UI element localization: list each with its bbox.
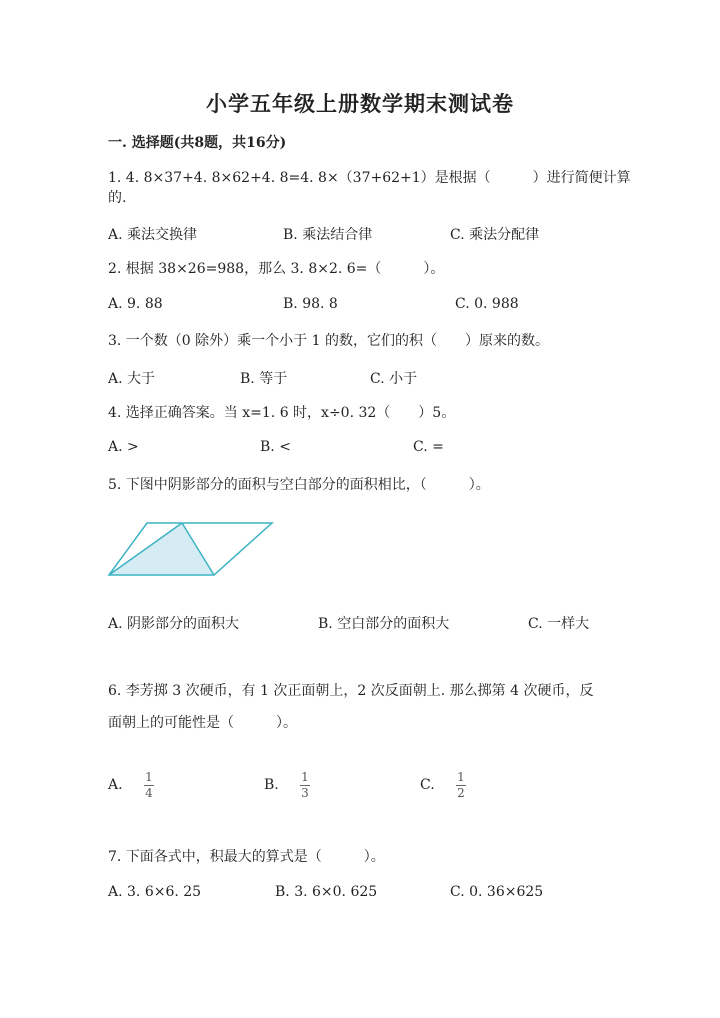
fraction-one-third: 1 3	[301, 770, 309, 800]
question-7-option-a[interactable]: A. 3. 6×6. 25	[108, 884, 202, 900]
question-5-text: 5. 下图中阴影部分的面积与空白部分的面积相比，（ ）。	[108, 477, 490, 493]
question-1-option-a[interactable]: A. 乘法交换律	[108, 227, 198, 243]
question-2-text: 2. 根据 38×26=988，那么 3. 8×2. 6=（ ）。	[108, 261, 445, 277]
question-3-option-c[interactable]: C. 小于	[370, 371, 418, 387]
parallelogram-figure	[100, 515, 285, 585]
question-5-option-a[interactable]: A. 阴影部分的面积大	[108, 616, 240, 632]
question-2-option-b[interactable]: B. 98. 8	[283, 296, 338, 312]
section-heading: 一. 选择题(共8题，共16分)	[108, 135, 287, 151]
question-2-option-c[interactable]: C. 0. 988	[455, 296, 519, 312]
question-1-option-c[interactable]: C. 乘法分配律	[450, 227, 540, 243]
question-7-option-c[interactable]: C. 0. 36×625	[450, 884, 544, 900]
question-6-text-cont: 面朝上的可能性是（ ）。	[108, 715, 297, 731]
question-5-option-c[interactable]: C. 一样大	[528, 616, 590, 632]
question-1-text-cont: 的.	[108, 190, 127, 206]
question-6-text: 6. 李芳掷 3 次硬币，有 1 次正面朝上，2 次反面朝上. 那么掷第 4 次硬币，反	[108, 683, 594, 699]
fraction-one-half: 1 2	[457, 770, 465, 800]
question-3-option-b[interactable]: B. 等于	[240, 371, 288, 387]
question-2-option-a[interactable]: A. 9. 88	[108, 296, 163, 312]
question-5-option-b[interactable]: B. 空白部分的面积大	[318, 616, 450, 632]
question-7-option-b[interactable]: B. 3. 6×0. 625	[275, 884, 378, 900]
question-6-option-c[interactable]: C.	[420, 777, 435, 793]
fraction-one-quarter: 1 4	[145, 770, 153, 800]
question-3-text: 3. 一个数（0 除外）乘一个小于 1 的数，它们的积（ ）原来的数。	[108, 333, 549, 349]
question-6-option-b[interactable]: B.	[264, 777, 279, 793]
question-4-text: 4. 选择正确答案。当 x=1. 6 时，x÷0. 32（ ）5。	[108, 405, 456, 421]
question-1-option-b[interactable]: B. 乘法结合律	[283, 227, 373, 243]
page-title: 小学五年级上册数学期末测试卷	[206, 91, 514, 116]
question-7-text: 7. 下面各式中，积最大的算式是（ ）。	[108, 849, 385, 865]
question-3-option-a[interactable]: A. 大于	[108, 371, 156, 387]
question-4-option-a[interactable]: A. >	[108, 439, 139, 455]
question-6-option-a[interactable]: A.	[108, 777, 123, 793]
question-1-text: 1. 4. 8×37+4. 8×62+4. 8=4. 8×（37+62+1）是根据（ ）进行简便计算	[108, 170, 631, 186]
question-4-option-b[interactable]: B. <	[260, 439, 291, 455]
question-4-option-c[interactable]: C. =	[413, 439, 444, 455]
